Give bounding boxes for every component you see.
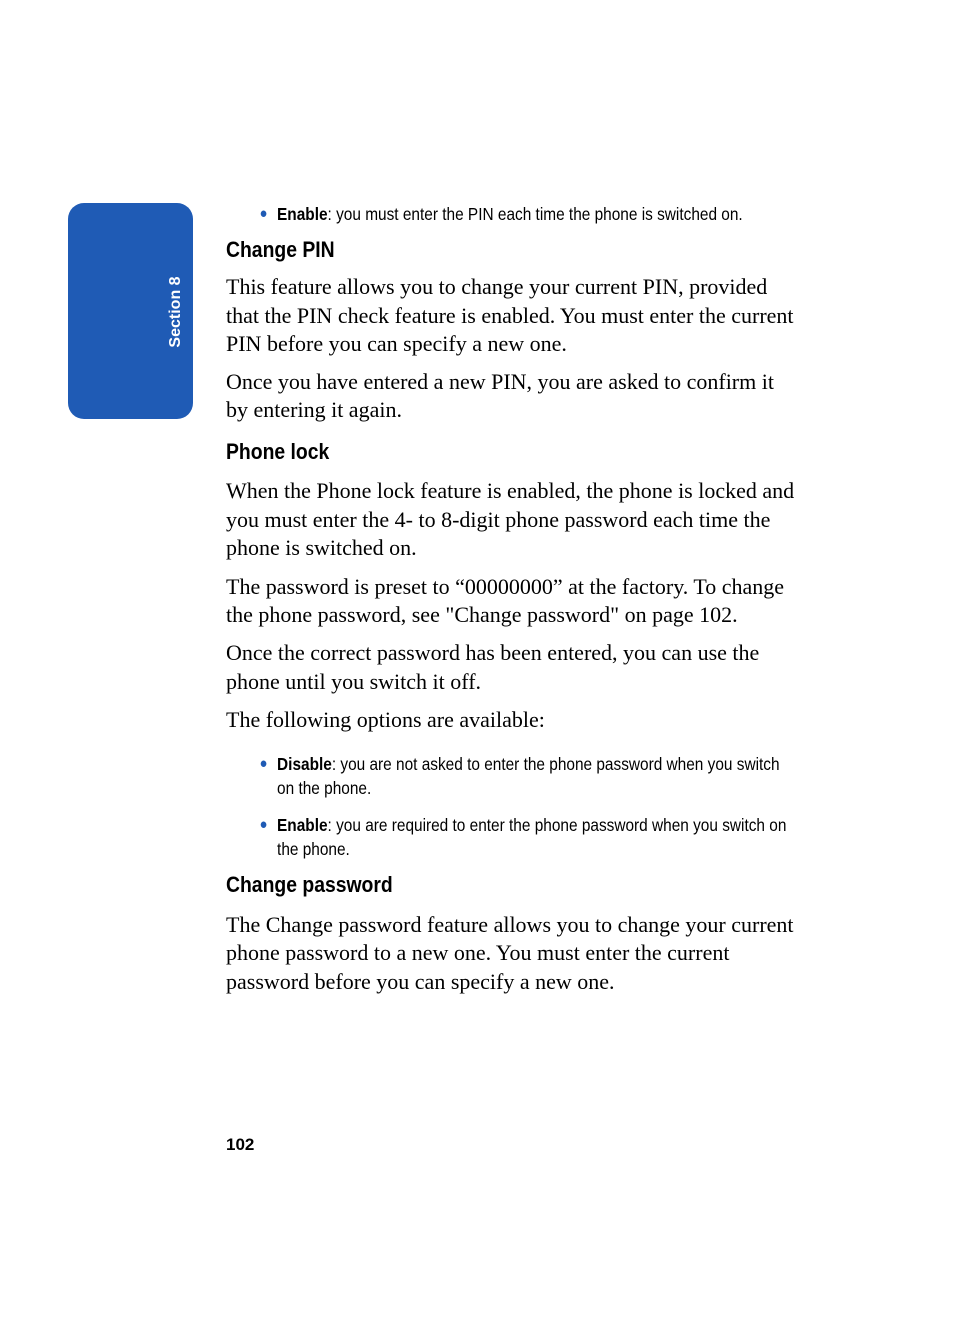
paragraph: This feature allows you to change your current PIN, provided that the PIN check feature is enabled. You must enter the current PIN before you can specify a new one. [226,274,794,357]
bullet-item [226,202,796,226]
bullet-icon: ● [259,754,268,772]
heading-phone-lock: Phone lock [226,438,330,464]
bullet-icon: ● [259,815,268,833]
bullet-item [226,752,796,800]
page-number: 102 [226,1135,255,1154]
bullet-term: Enable [277,204,328,224]
section-tab-label: Section 8 [167,276,184,348]
bullet-text: : you are not asked to enter the phone password when you switch on the phone. [277,753,780,798]
bullet-term: Disable [277,753,332,774]
paragraph: The following options are available: [226,707,545,733]
bullet-icon: ● [259,205,268,222]
paragraph: When the Phone lock feature is enabled, the phone is locked and you must enter the 4- to 8-digit phone password each time the phone is switched on. [226,477,795,561]
paragraph: The Change password feature allows you to change your current phone password to a new one. You must enter the current password before you can specify a new one. [226,911,794,994]
bullet-item [226,813,796,861]
paragraph: The password is preset to “00000000” at the factory. To change the phone password, see "Change password" on page 102. [226,573,785,628]
paragraph: Once the correct password has been entered, you can use the phone until you switch it off. [226,639,760,694]
bullet-term: Enable [277,814,328,835]
paragraph: Once you have entered a new PIN, you are asked to confirm it by entering it again. [226,368,774,423]
heading-change-password: Change password [226,871,393,897]
page-content [226,198,801,997]
heading-change-pin: Change PIN [226,237,335,262]
bullet-text: : you must enter the PIN each time the phone is switched on. [327,204,743,224]
bullet-text: : you are required to enter the phone password when you switch on the phone. [277,814,787,859]
